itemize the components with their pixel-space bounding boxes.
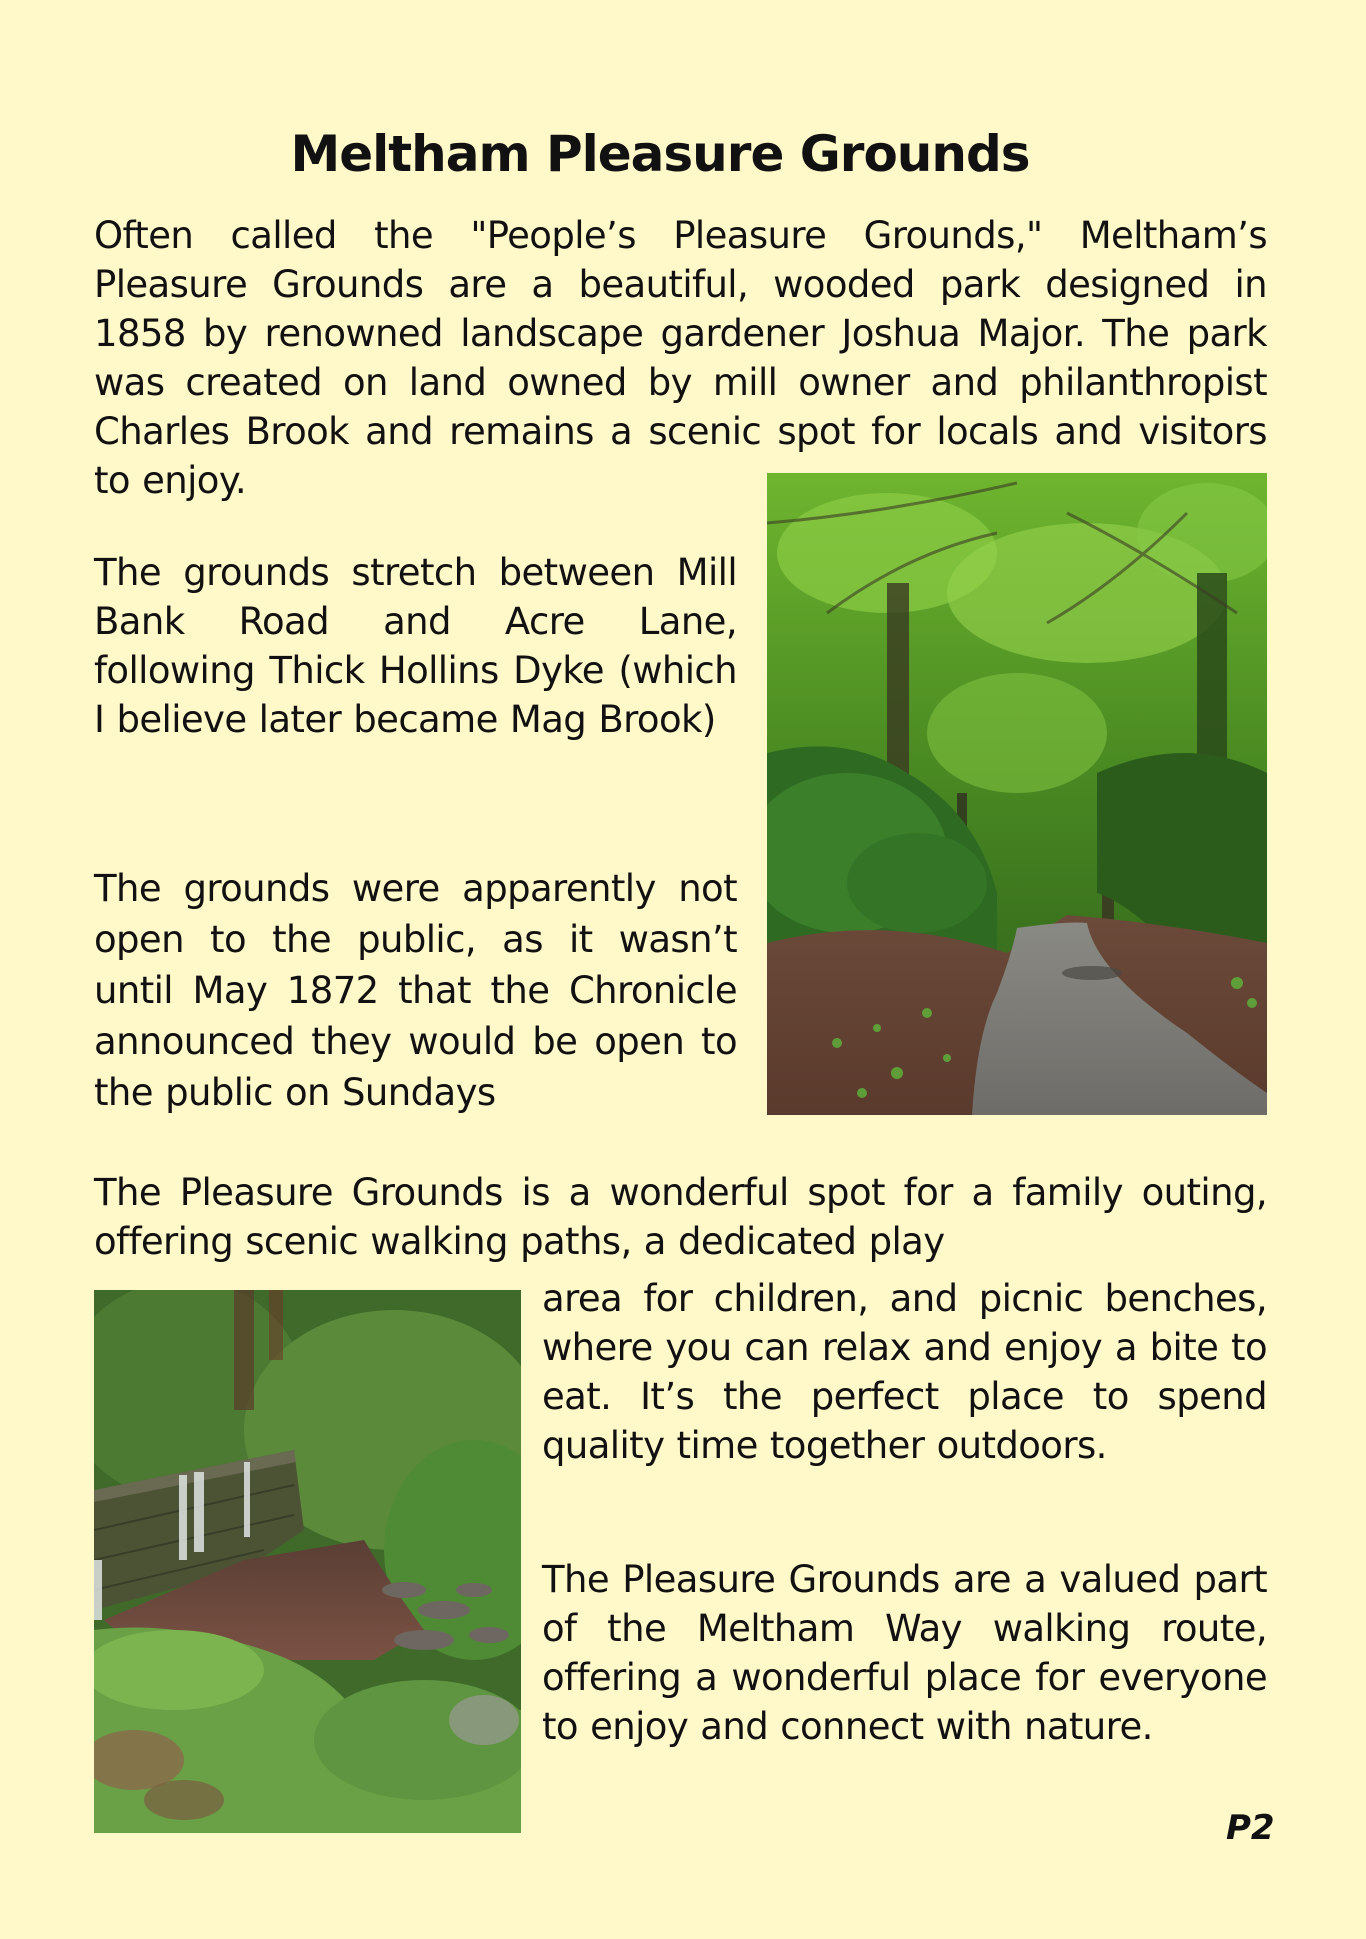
page-title: Meltham Pleasure Grounds xyxy=(290,124,1030,183)
family-outing-paragraph-continued: area for children, and picnic benches, where you can relax and enjoy a bite to eat. It’s the perfect place to spend quality time together outdoors. xyxy=(542,1277,1267,1467)
woodland-path-image-icon xyxy=(767,473,1267,1115)
intro-paragraph: Often called the "People’s Pleasure Grounds," Meltham’s Pleasure Grounds are a beautiful, wooded park designed in 1858 by renowned landscape gardener Joshua Major. The park was created on land owned by mill owner and philanthropist Charles Brook and remains a scenic spot for locals and visitors to enjoy. xyxy=(94,214,1267,502)
weir-image-icon xyxy=(94,1290,521,1833)
weir-photo xyxy=(94,1290,521,1833)
open-to-public-paragraph: The grounds were apparently not open to the public, as it wasn’t until May 1872 that the Chronicle announced they would be open to the public on Sundays xyxy=(94,867,737,1114)
family-outing-paragraph: The Pleasure Grounds is a wonderful spot for a family outing, offering scenic walking paths, a dedicated play xyxy=(94,1171,1267,1263)
page-number: P2 xyxy=(1226,1808,1275,1848)
meltham-way-paragraph: The Pleasure Grounds are a valued part of the Meltham Way walking route, offering a wonderful place for everyone to enjoy and connect with nature. xyxy=(542,1558,1267,1748)
grounds-stretch-paragraph: The grounds stretch between Mill Bank Road and Acre Lane, following Thick Hollins Dyke (which I believe later became Mag Brook) xyxy=(94,551,737,741)
woodland-path-photo xyxy=(767,473,1267,1115)
